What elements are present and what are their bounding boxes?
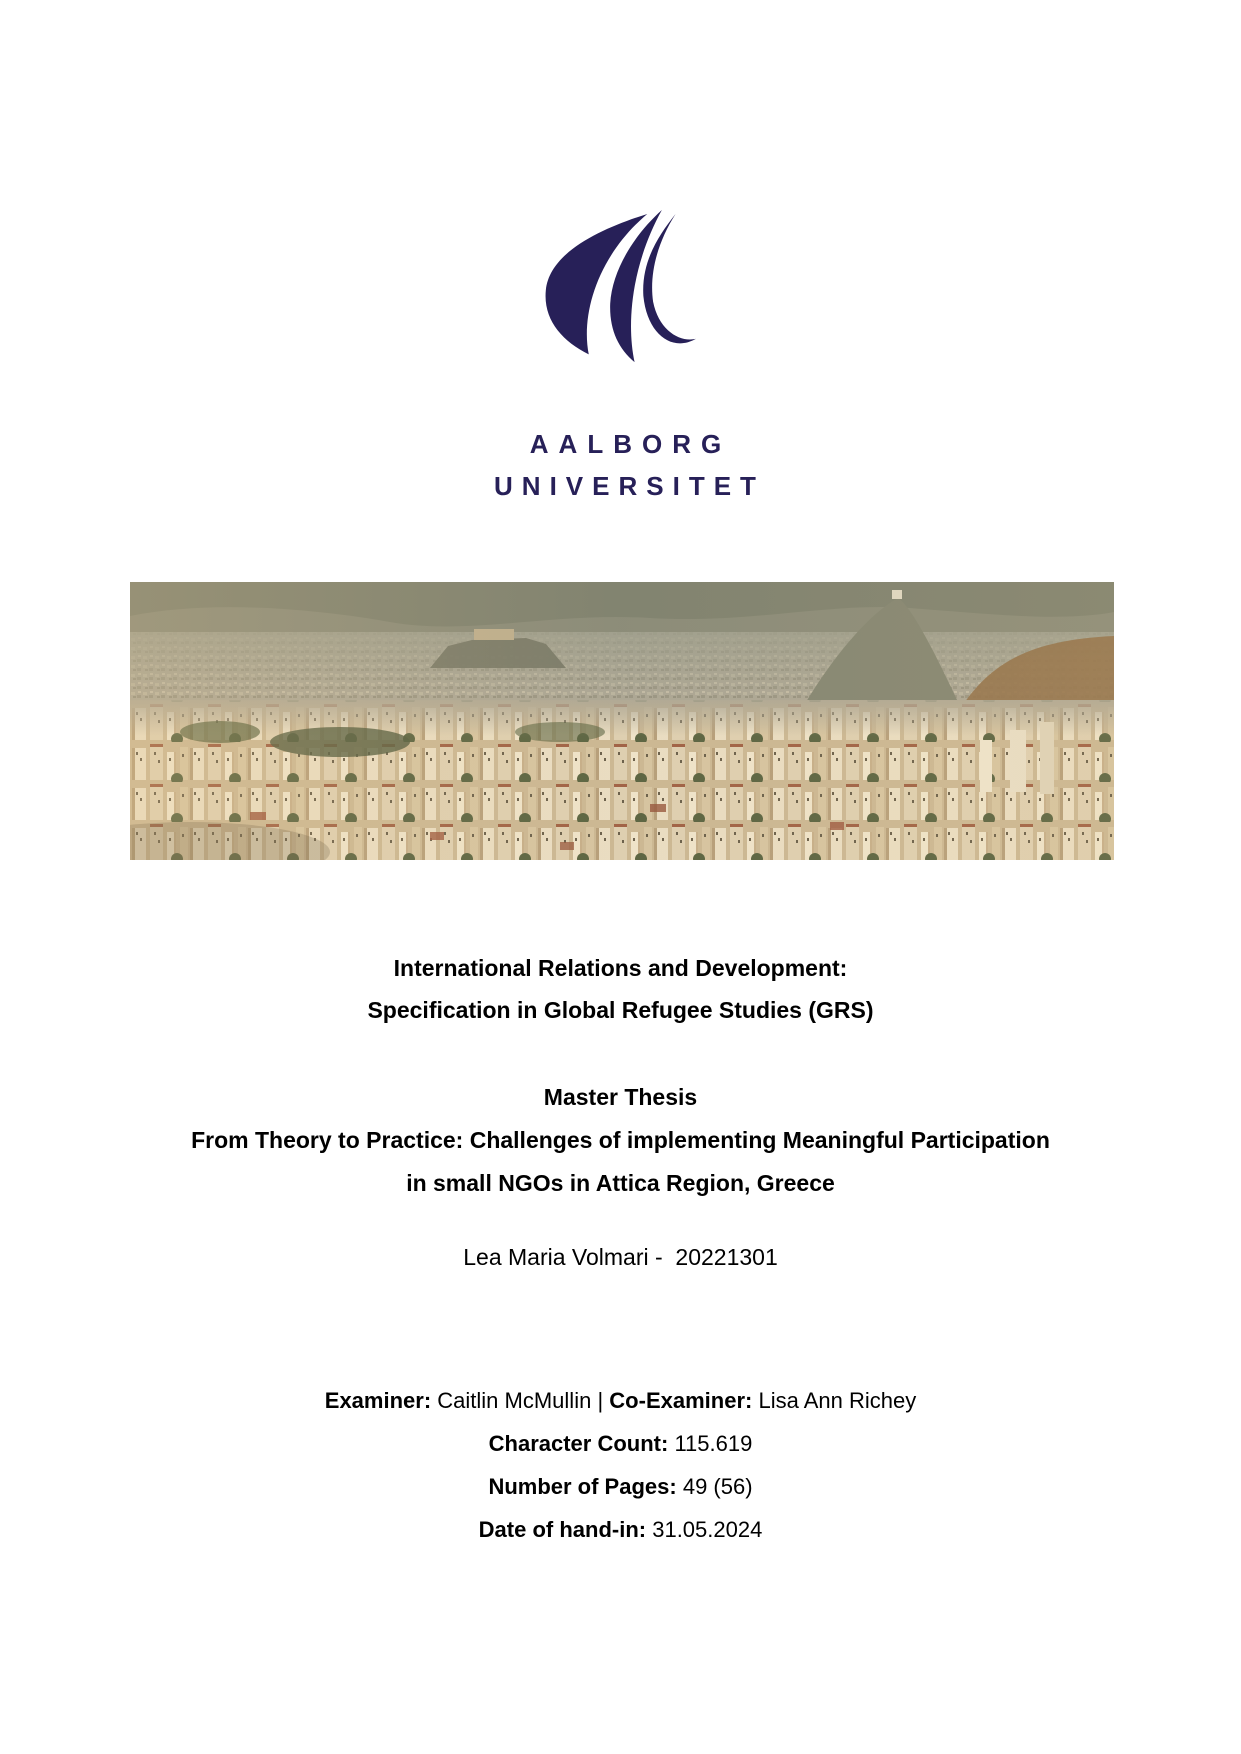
handin-value: 31.05.2024 xyxy=(652,1517,763,1542)
thesis-title-line-1: From Theory to Practice: Challenges of implementing Meaningful Participation xyxy=(191,1127,1050,1153)
photo-warm-light-overlay xyxy=(130,582,1114,860)
examiner-label: Examiner: xyxy=(324,1388,432,1413)
co-examiner-label: Co-Examiner: xyxy=(609,1388,753,1413)
character-count-value: 115.619 xyxy=(674,1431,753,1456)
program-line-2: Specification in Global Refugee Studies (GRS) xyxy=(367,997,874,1023)
handin-line xyxy=(0,1508,1241,1551)
pages-label: Number of Pages: xyxy=(488,1474,677,1499)
athens-cityscape-photo xyxy=(130,582,1114,860)
thesis-type-label: Master Thesis xyxy=(543,1084,698,1110)
pages-value: 49 (56) xyxy=(682,1474,753,1499)
aau-logo-icon xyxy=(540,204,696,376)
cityscape-illustration xyxy=(130,582,1114,860)
character-count-label: Character Count: xyxy=(488,1431,669,1456)
character-count-line xyxy=(0,1422,1241,1465)
program-line-1: International Relations and Development: xyxy=(393,955,848,981)
handin-label: Date of hand-in: xyxy=(478,1517,647,1542)
program-title-block xyxy=(0,947,1241,1031)
logo-blade-right xyxy=(643,214,696,343)
university-wordmark-line1: AALBORG xyxy=(529,429,732,459)
thesis-title-line-2: in small NGOs in Attica Region, Greece xyxy=(406,1170,835,1196)
university-wordmark-line2: UNIVERSITET xyxy=(494,471,765,501)
pages-line xyxy=(0,1465,1241,1508)
co-examiner-name: Lisa Ann Richey xyxy=(758,1388,917,1413)
examiner-name: Caitlin McMullin xyxy=(437,1388,592,1413)
thesis-title-block xyxy=(0,1076,1241,1205)
examiner-separator: | xyxy=(597,1388,604,1413)
author-line: Lea Maria Volmari - 20221301 xyxy=(463,1244,778,1270)
submission-details-block xyxy=(0,1379,1241,1551)
examiner-line xyxy=(0,1379,1241,1422)
